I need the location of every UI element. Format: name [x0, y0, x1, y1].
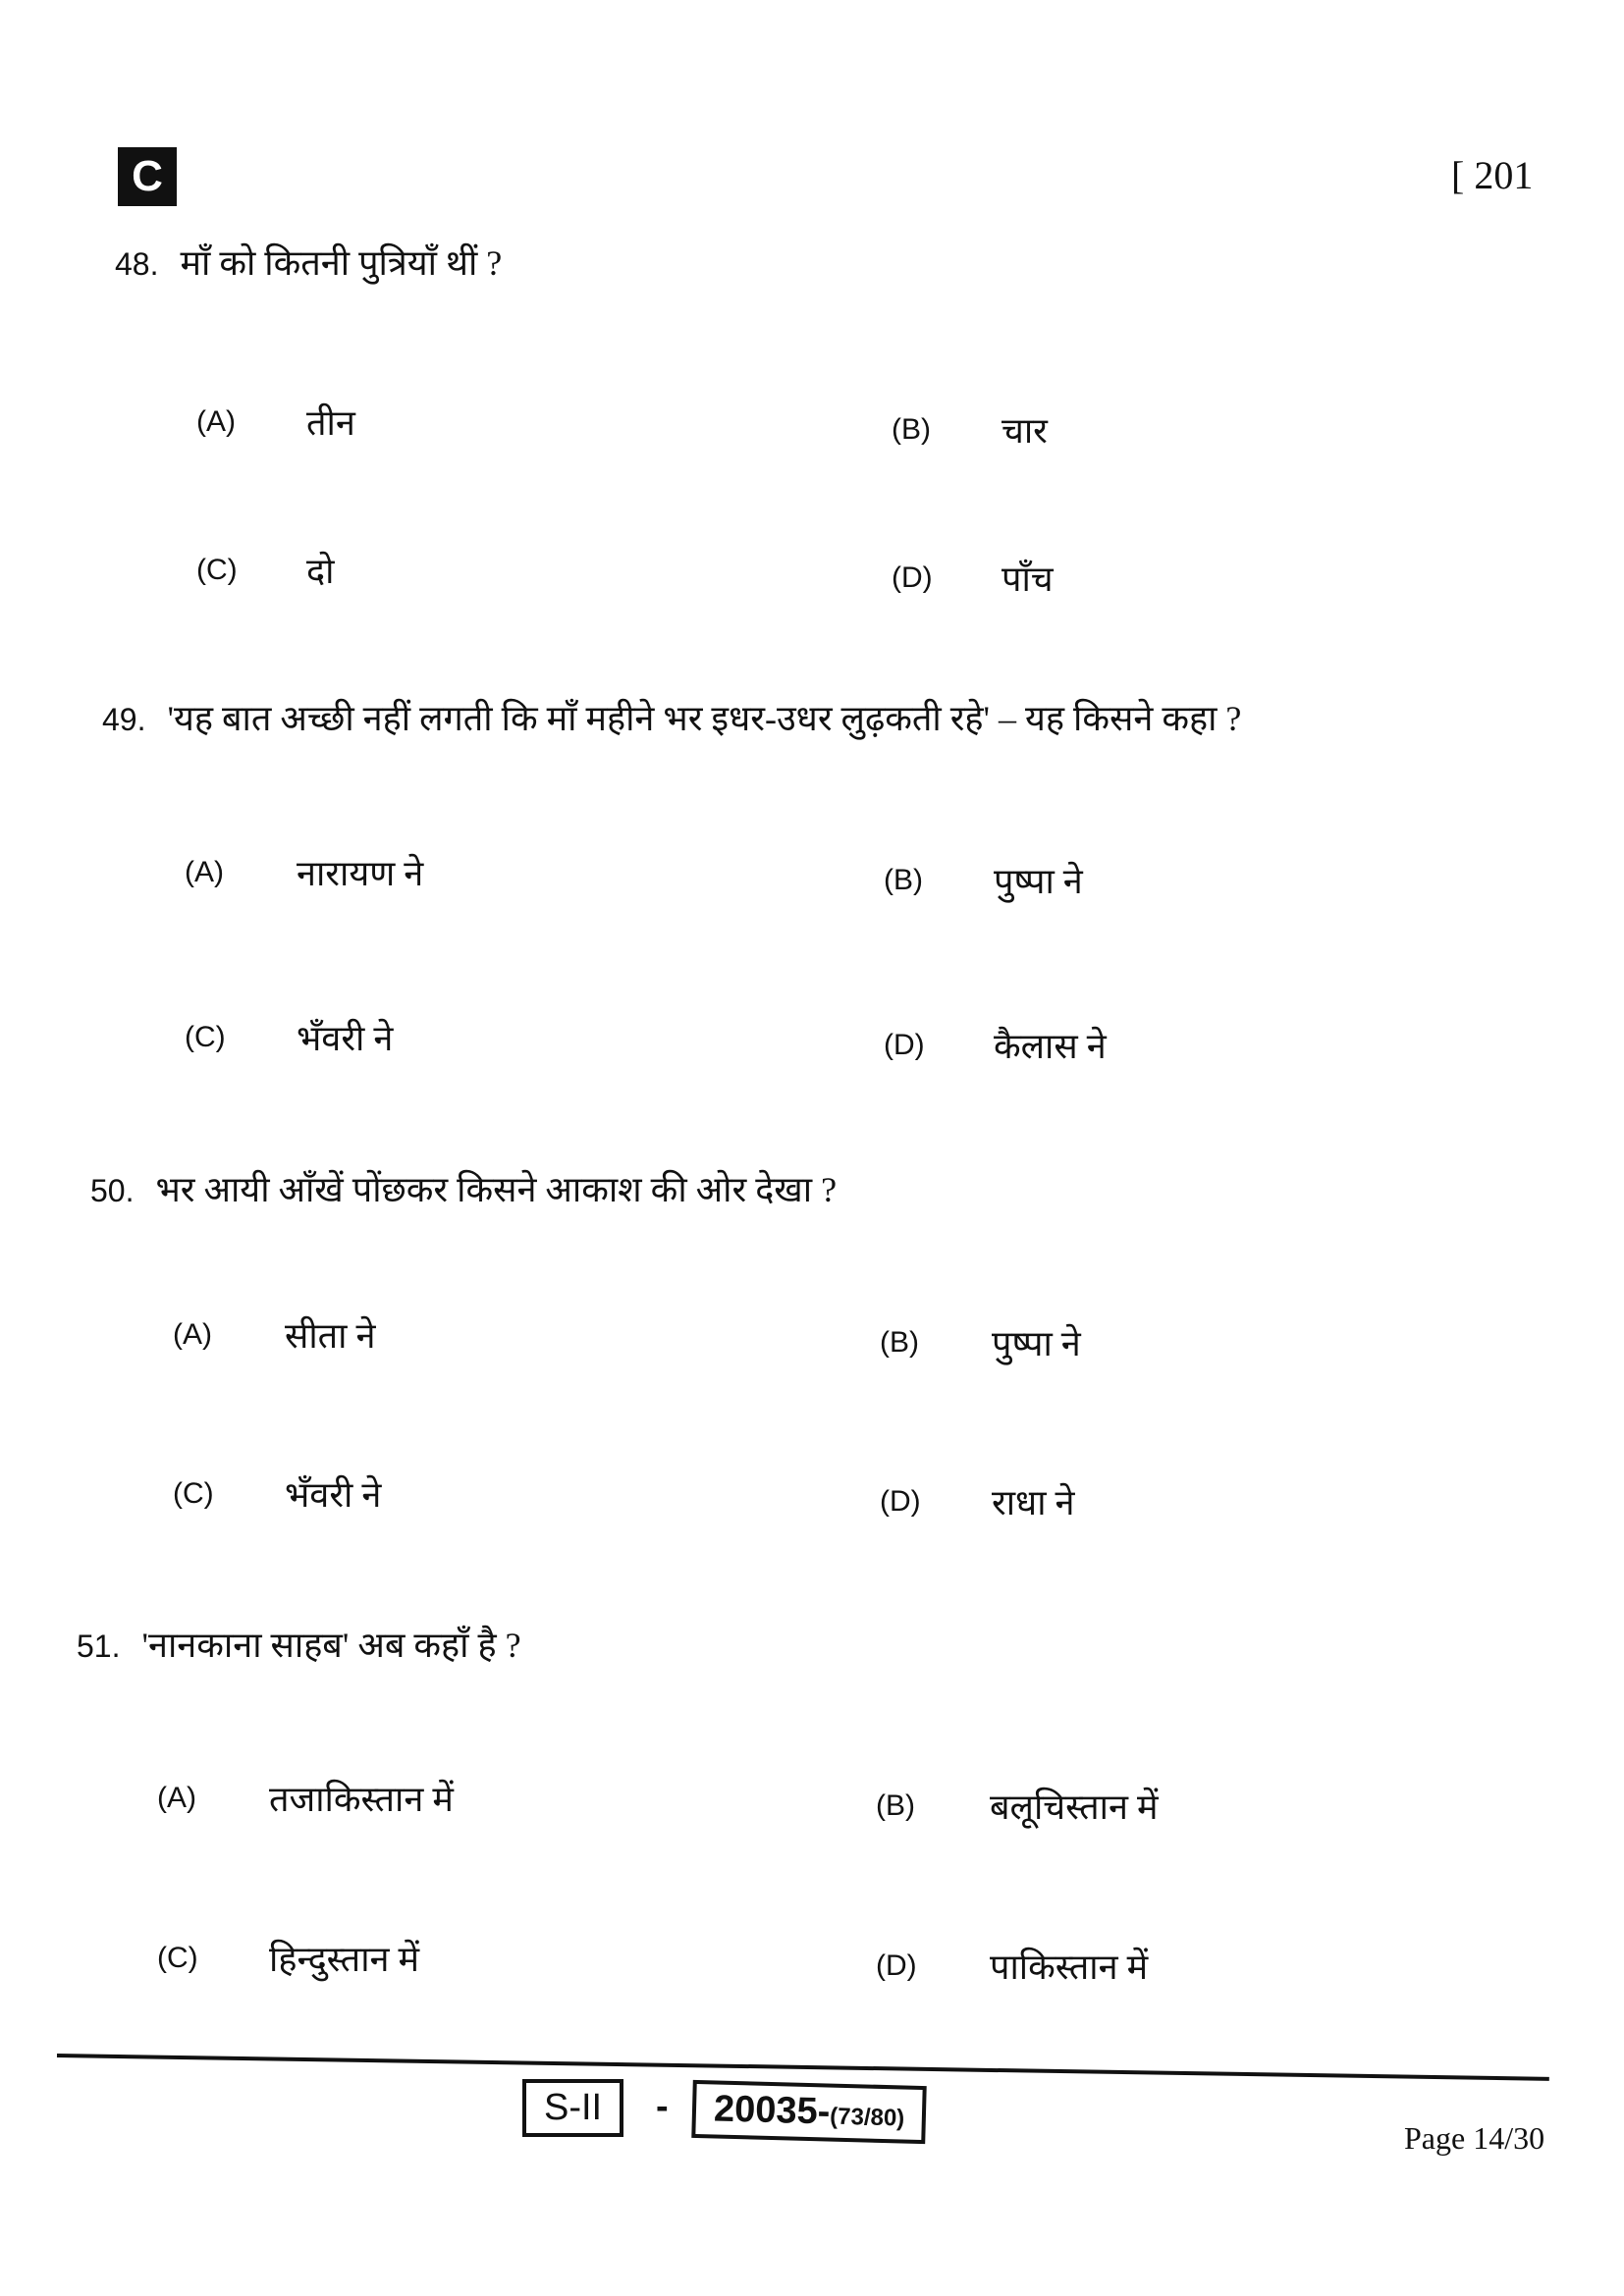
- option-label: (B): [880, 1326, 919, 1359]
- question-number: 50.: [90, 1173, 135, 1208]
- option-label: (C): [173, 1477, 214, 1510]
- series-box: S-II: [522, 2079, 623, 2137]
- option-label: (A): [196, 405, 236, 438]
- option-text: भँवरी ने: [285, 1475, 382, 1515]
- option-text: पुष्पा ने: [992, 1324, 1081, 1363]
- paper-code: [ 201: [1451, 153, 1534, 197]
- question-text: माँ को कितनी पुत्रियाँ थीं ?: [180, 243, 503, 283]
- option-label: (C): [157, 1942, 198, 1974]
- option-text: सीता ने: [285, 1316, 376, 1356]
- option-label: (D): [880, 1485, 921, 1518]
- set-label-badge: C: [118, 147, 177, 206]
- option-text: दो: [306, 552, 335, 591]
- question-number: 49.: [102, 702, 146, 737]
- option-label: (A): [157, 1782, 196, 1814]
- option-label: (B): [884, 864, 923, 896]
- option-label: (D): [884, 1029, 925, 1061]
- option-text: कैलास ने: [994, 1027, 1107, 1066]
- footer-divider: [57, 2054, 1549, 2081]
- option-text: हिन्दुस्तान में: [269, 1940, 420, 1979]
- option-text: तीन: [306, 403, 355, 443]
- question-51: [77, 1620, 521, 1668]
- paper-code-sub: (73/80): [829, 2103, 905, 2132]
- option-text: तजाकिस्तान में: [269, 1780, 454, 1819]
- option-label: (C): [185, 1021, 226, 1053]
- option-text: राधा ने: [992, 1483, 1075, 1522]
- option-text: पाकिस्तान में: [990, 1948, 1149, 1987]
- question-number: 51.: [77, 1629, 121, 1664]
- option-text: पुष्पा ने: [994, 862, 1083, 901]
- question-49: [102, 693, 1241, 741]
- option-label: (A): [185, 856, 224, 888]
- page-number: Page 14/30: [1404, 2120, 1545, 2156]
- question-50: [90, 1164, 837, 1212]
- question-48: [115, 238, 502, 286]
- question-text: 'नानकाना साहब' अब कहाँ है ?: [141, 1626, 521, 1665]
- option-label: (D): [892, 561, 933, 594]
- option-label: (B): [892, 413, 931, 446]
- option-text: भँवरी ने: [297, 1019, 394, 1058]
- option-text: पाँच: [1001, 560, 1054, 599]
- option-text: नारायण ने: [297, 854, 424, 893]
- option-label: (D): [876, 1949, 917, 1982]
- question-number: 48.: [115, 246, 159, 282]
- option-text: बलूचिस्तान में: [990, 1788, 1159, 1827]
- option-label: (C): [196, 554, 238, 586]
- option-text: चार: [1001, 411, 1048, 451]
- paper-code-box: [691, 2080, 927, 2144]
- paper-code-number: 20035-: [713, 2088, 831, 2133]
- footer-dash: -: [656, 2086, 669, 2127]
- option-label: (A): [173, 1318, 212, 1351]
- question-text: भर आयी आँखें पोंछकर किसने आकाश की ओर देखा ?: [155, 1170, 838, 1209]
- question-text: 'यह बात अच्छी नहीं लगती कि माँ महीने भर इधर-उधर लुढ़कती रहे' – यह किसने कहा ?: [167, 699, 1242, 738]
- option-label: (B): [876, 1789, 915, 1822]
